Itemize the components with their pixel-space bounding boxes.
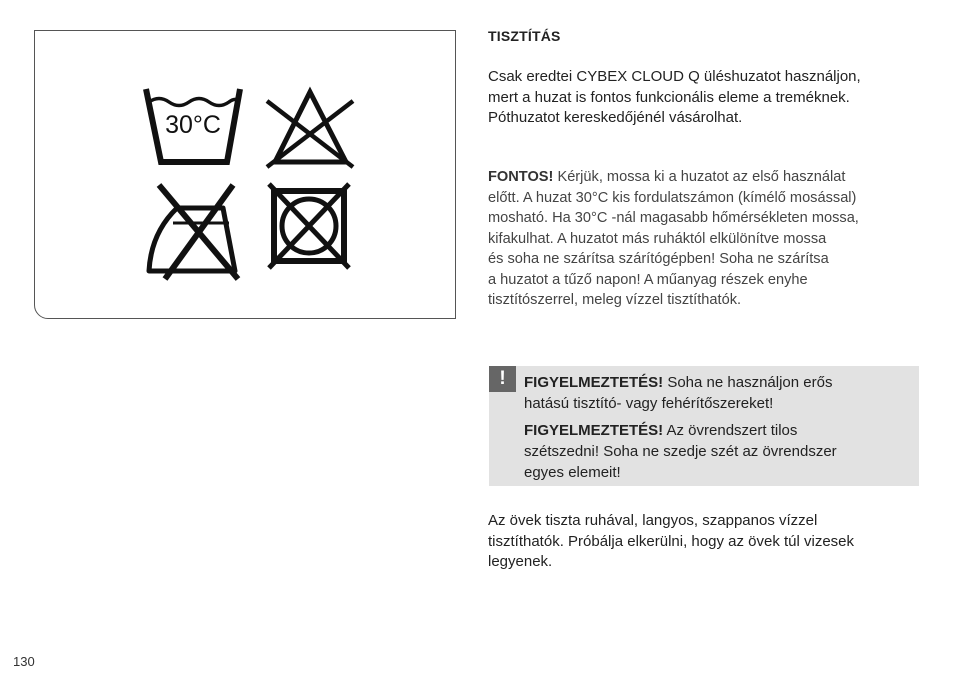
no-bleach-icon bbox=[267, 92, 353, 167]
warning-label: FIGYELMEZTETÉS! bbox=[524, 374, 664, 391]
belts-line: legyenek. bbox=[488, 553, 553, 570]
care-symbols-panel bbox=[34, 30, 456, 319]
cover-paragraph-line: mert a huzat is fontos funkcionális eleme a treméknek. bbox=[488, 88, 850, 106]
important-line: mosható. Ha 30°C -nál magasabb hőmérsékleten mossa, bbox=[488, 210, 859, 226]
no-iron-icon bbox=[149, 185, 238, 279]
warning-text bbox=[524, 372, 914, 489]
warning-disassemble bbox=[524, 420, 914, 483]
belts-line: tisztíthatók. Próbálja elkerülni, hogy az övek túl vizesek bbox=[488, 532, 855, 550]
cover-paragraph-line: Póthuzatot kereskedőjénél vásárolhat. bbox=[488, 109, 743, 126]
warning-icon: ! bbox=[489, 366, 516, 392]
important-line: tisztítószerrel, meleg vízzel tisztíthatók. bbox=[488, 292, 742, 308]
no-tumble-dry-icon bbox=[269, 184, 349, 268]
cover-paragraph bbox=[488, 67, 920, 129]
important-label: FONTOS! bbox=[488, 169, 554, 185]
important-line: a huzatot a tűző napon! A műanyag részek enyhe bbox=[488, 271, 808, 288]
wash-temperature-label: 30°C bbox=[165, 111, 221, 139]
important-line: kifakulhat. A huzatot más ruháktól elkülönítve mossa bbox=[488, 230, 827, 247]
important-line: előtt. A huzat 30°C kis fordulatszámon (kímélő mosással) bbox=[488, 189, 857, 206]
warning-line: hatású tisztító- vagy fehérítőszereket! bbox=[524, 395, 774, 412]
care-symbols bbox=[143, 83, 383, 293]
belts-line: Az övek tiszta ruhával, langyos, szappanos vízzel bbox=[488, 512, 818, 529]
important-paragraph bbox=[488, 167, 920, 311]
warning-label: FIGYELMEZTETÉS! bbox=[524, 422, 664, 439]
warning-bleach bbox=[524, 372, 914, 414]
section-heading: TISZTÍTÁS bbox=[488, 28, 561, 44]
important-line: Kérjük, mossa ki a huzatot az első használat bbox=[553, 169, 846, 185]
warning-line: egyes elemeit! bbox=[524, 464, 621, 481]
warning-line: szétszedni! Soha ne szedje szét az övrendszer bbox=[524, 443, 837, 460]
page-number: 130 bbox=[13, 654, 35, 669]
cover-paragraph-line: Csak eredtei CYBEX CLOUD Q üléshuzatot használjon, bbox=[488, 68, 861, 85]
important-line: és soha ne szárítsa szárítógépben! Soha ne szárítsa bbox=[488, 251, 829, 267]
belts-paragraph bbox=[488, 511, 920, 573]
warning-box bbox=[489, 366, 919, 486]
warning-line: Az övrendszert tilos bbox=[663, 422, 798, 439]
warning-line: Soha ne használjon erős bbox=[663, 374, 833, 391]
